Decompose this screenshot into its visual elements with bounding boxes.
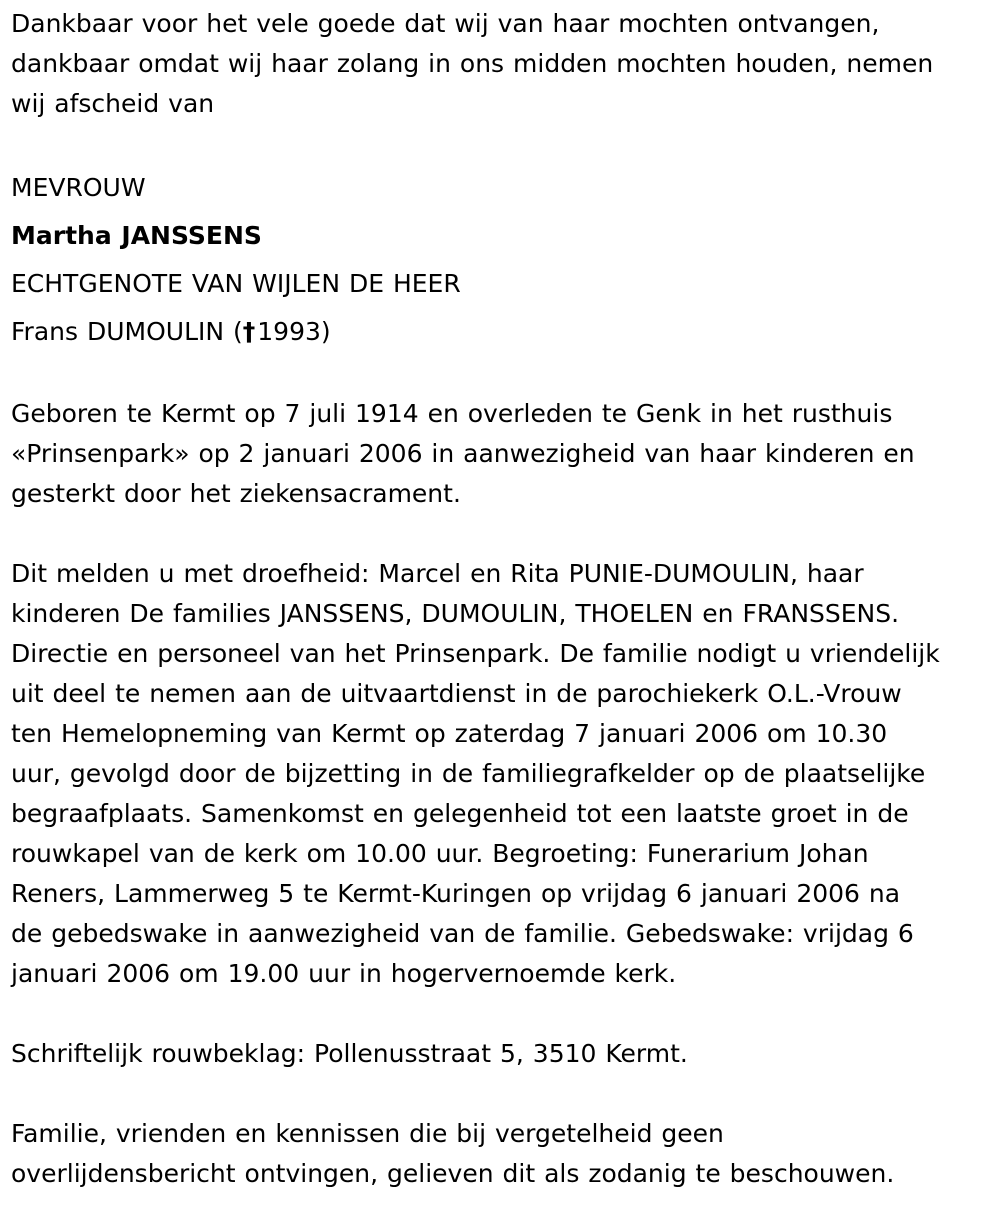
spouse-death-year: 1993) bbox=[257, 317, 331, 346]
spouse-line bbox=[11, 308, 996, 356]
announcement-line: Directie en personeel van het Prinsenpark. De familie nodigt u vriendelijk bbox=[11, 639, 940, 668]
announcement-paragraph bbox=[11, 554, 996, 994]
closing-line: Familie, vrienden en kennissen die bij vergetelheid geen bbox=[11, 1119, 724, 1148]
announcement-line: begraafplaats. Samenkomst en gelegenheid tot een laatste groet in de bbox=[11, 799, 909, 828]
intro-line: wij afscheid van bbox=[11, 89, 215, 118]
announcement-line: rouwkapel van de kerk om 10.00 uur. Begroeting: Funerarium Johan bbox=[11, 839, 869, 868]
deceased-header bbox=[11, 164, 996, 356]
condolence-paragraph bbox=[11, 1034, 996, 1074]
birth-death-paragraph bbox=[11, 394, 996, 514]
announcement-line: Dit melden u met droefheid: Marcel en Rita PUNIE-DUMOULIN, haar bbox=[11, 559, 864, 588]
spouse-name: Frans DUMOULIN ( bbox=[11, 317, 243, 346]
spacer bbox=[11, 514, 996, 554]
deceased-name: Martha JANSSENS bbox=[11, 221, 262, 250]
birth-line: Geboren te Kermt op 7 juli 1914 en overleden te Genk in het rusthuis bbox=[11, 399, 893, 428]
spacer bbox=[11, 994, 996, 1034]
birth-line: «Prinsenpark» op 2 januari 2006 in aanwezigheid van haar kinderen en bbox=[11, 439, 915, 468]
spacer bbox=[11, 356, 996, 394]
announcement-line: Reners, Lammerweg 5 te Kermt-Kuringen op vrijdag 6 januari 2006 na bbox=[11, 879, 901, 908]
relation-line: ECHTGENOTE VAN WIJLEN DE HEER bbox=[11, 269, 461, 298]
announcement-line: uur, gevolgd door de bijzetting in de familiegrafkelder op de plaatselijke bbox=[11, 759, 926, 788]
closing-paragraph bbox=[11, 1114, 996, 1194]
birth-line: gesterkt door het ziekensacrament. bbox=[11, 479, 461, 508]
announcement-line: de gebedswake in aanwezigheid van de familie. Gebedswake: vrijdag 6 bbox=[11, 919, 914, 948]
honorific-title: MEVROUW bbox=[11, 173, 146, 202]
announcement-line: uit deel te nemen aan de uitvaartdienst in de parochiekerk O.L.-Vrouw bbox=[11, 679, 902, 708]
announcement-line: januari 2006 om 19.00 uur in hogervernoemde kerk. bbox=[11, 959, 677, 988]
announcement-line: ten Hemelopneming van Kermt op zaterdag 7 januari 2006 om 10.30 bbox=[11, 719, 888, 748]
spacer bbox=[11, 124, 996, 164]
closing-line: overlijdensbericht ontvingen, gelieven dit als zodanig te beschouwen. bbox=[11, 1159, 895, 1188]
announcement-line: kinderen De families JANSSENS, DUMOULIN, THOELEN en FRANSSENS. bbox=[11, 599, 900, 628]
spacer bbox=[11, 1074, 996, 1114]
intro-paragraph bbox=[11, 4, 996, 124]
death-notice bbox=[11, 4, 996, 1194]
intro-line: Dankbaar voor het vele goede dat wij van haar mochten ontvangen, bbox=[11, 9, 880, 38]
cross-icon: † bbox=[242, 317, 256, 346]
intro-line: dankbaar omdat wij haar zolang in ons midden mochten houden, nemen bbox=[11, 49, 934, 78]
condolence-address: Schriftelijk rouwbeklag: Pollenusstraat 5, 3510 Kermt. bbox=[11, 1039, 688, 1068]
